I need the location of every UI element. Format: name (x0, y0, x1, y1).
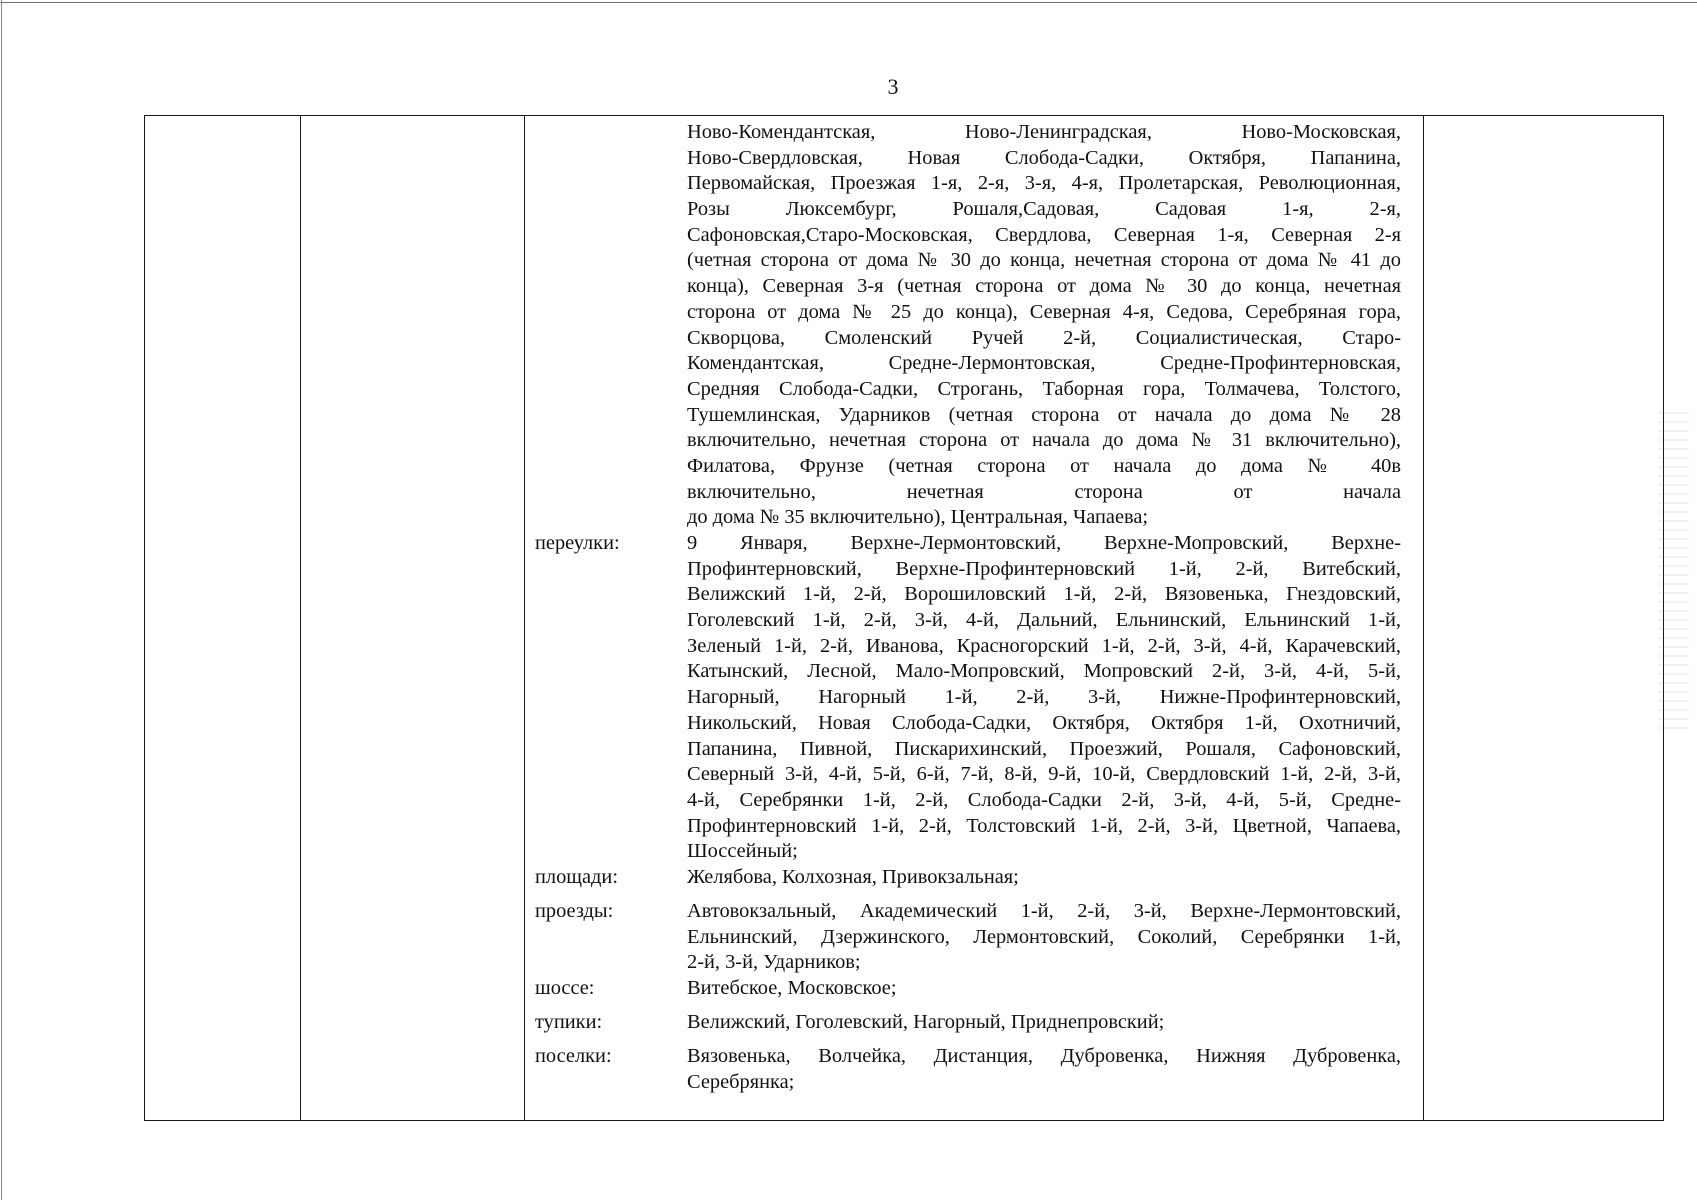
text-line: Серебрянка; (687, 1070, 795, 1093)
text-line: Комендантская, Средне-Лермонтовская, Средне-Профинтерновская, (687, 352, 1401, 375)
section-settlements-label: поселки: (535, 1045, 612, 1067)
text-line: Шоссейный; (687, 840, 798, 863)
text-line: 4-й, Серебрянки 1-й, 2-й, Слобода-Садки 2-й, 3-й, 4-й, 5-й, Средне- (687, 788, 1401, 811)
page-number: 3 (887, 74, 899, 99)
scan-edge-top (0, 2, 1697, 3)
text-line: Никольский, Новая Слобода-Садки, Октября, Октября 1-й, Охотничий, (687, 711, 1401, 734)
text-line: Велижский 1-й, 2-й, Ворошиловский 1-й, 2-й, Вязовенька, Гнездовский, (687, 583, 1401, 606)
text-line: 9 Января, Верхне-Лермонтовский, Верхне-Мопровский, Верхне- (687, 532, 1401, 554)
section-squares-label: площади: (535, 866, 618, 888)
text-line: Скворцова, Смоленский Ручей 2-й, Социалистическая, Старо- (687, 326, 1401, 349)
column-divider-2 (524, 116, 525, 1120)
text-line: сторона от дома № 25 до конца), Северная 4-я, Седова, Серебряная гора, (687, 300, 1401, 323)
section-squares-text (687, 865, 1401, 891)
column-divider-3 (1423, 116, 1424, 1120)
section-lanes-label: переулки: (535, 532, 620, 554)
section-highways-label: шоссе: (535, 977, 595, 999)
section-dead-ends-label: тупики: (535, 1011, 603, 1033)
scan-artifact (1659, 405, 1689, 735)
text-line: Папанина, Пивной, Пискарихинский, Проезжий, Рошаля, Сафоновский, (687, 737, 1401, 760)
text-line: Нагорный, Нагорный 1-й, 2-й, 3-й, Нижне-Профинтерновский, (687, 686, 1401, 709)
text-line: Филатова, Фрунзе (четная сторона от начала до дома № 40в (687, 454, 1401, 477)
column-divider-1 (300, 116, 301, 1120)
text-line: Профинтерновский, Верхне-Профинтерновский 1-й, 2-й, Витебский, (687, 557, 1401, 580)
text-line: Автовокзальный, Академический 1-й, 2-й, 3-й, Верхне-Лермонтовский, (687, 900, 1401, 922)
text-line: Средняя Слобода-Садки, Строгань, Таборная гора, Толмачева, Толстого, (687, 377, 1401, 400)
text-line: до дома № 35 включительно), Центральная, Чапаева; (687, 506, 1149, 529)
text-line: Вязовенька, Волчейка, Дистанция, Дубровенка, Нижняя Дубровенка, (687, 1045, 1401, 1067)
text-line: 2-й, 3-й, Ударников; (687, 951, 861, 974)
text-line: Профинтерновский 1-й, 2-й, Толстовский 1-й, 2-й, 3-й, Цветной, Чапаева, (687, 814, 1401, 837)
scan-edge-left (1, 0, 2, 1200)
section-settlements-text (687, 1044, 1401, 1095)
text-line: Северный 3-й, 4-й, 5-й, 6-й, 7-й, 8-й, 9-й, 10-й, Свердловский 1-й, 2-й, 3-й, (687, 763, 1401, 786)
address-table (144, 115, 1664, 1121)
text-line: Велижский, Гоголевский, Нагорный, Приднепровский; (687, 1011, 1165, 1033)
text-line: Гоголевский 1-й, 2-й, 3-й, 4-й, Дальний, Ельнинский, Ельнинский 1-й, (687, 609, 1401, 632)
text-line: конца), Северная 3-я (четная сторона от дома № 30 до конца, нечетная (687, 275, 1401, 298)
section-dead-ends-text (687, 1010, 1401, 1036)
text-line: включительно, нечетная сторона от начала (687, 480, 1401, 503)
text-line: Ново-Комендантская, Ново-Ленинградская, Ново-Московская, (687, 121, 1401, 143)
section-streets-text (687, 120, 1401, 531)
text-line: Витебское, Московское; (687, 977, 897, 999)
text-line: Катынский, Лесной, Мало-Мопровский, Мопровский 2-й, 3-й, 4-й, 5-й, (687, 660, 1401, 683)
text-line: Зеленый 1-й, 2-й, Иванова, Красногорский 1-й, 2-й, 3-й, 4-й, Карачевский, (687, 634, 1401, 657)
text-line: Желябова, Колхозная, Привокзальная; (687, 866, 1019, 888)
section-passages-label: проезды: (535, 900, 614, 922)
text-line: Сафоновская,Старо-Московская, Свердлова, Северная 1-я, Северная 2-я (687, 223, 1401, 246)
text-line: (четная сторона от дома № 30 до конца, нечетная сторона от дома № 41 до (687, 249, 1401, 272)
text-line: Тушемлинская, Ударников (четная сторона от начала до дома № 28 (687, 403, 1401, 426)
text-line: Ельнинский, Дзержинского, Лермонтовский, Соколий, Серебрянки 1-й, (687, 925, 1401, 948)
text-line: Розы Люксембург, Рошаля,Садовая, Садовая 1-я, 2-я, (687, 198, 1401, 221)
text-line: включительно, нечетная сторона от начала до дома № 31 включительно), (687, 429, 1401, 452)
text-line: Первомайская, Проезжая 1-я, 2-я, 3-я, 4-я, Пролетарская, Революционная, (687, 172, 1401, 195)
section-highways-text (687, 976, 1401, 1002)
section-passages-text (687, 899, 1401, 976)
section-lanes-text (687, 531, 1401, 865)
text-line: Ново-Свердловская, Новая Слобода-Садки, Октября, Папанина, (687, 146, 1401, 169)
